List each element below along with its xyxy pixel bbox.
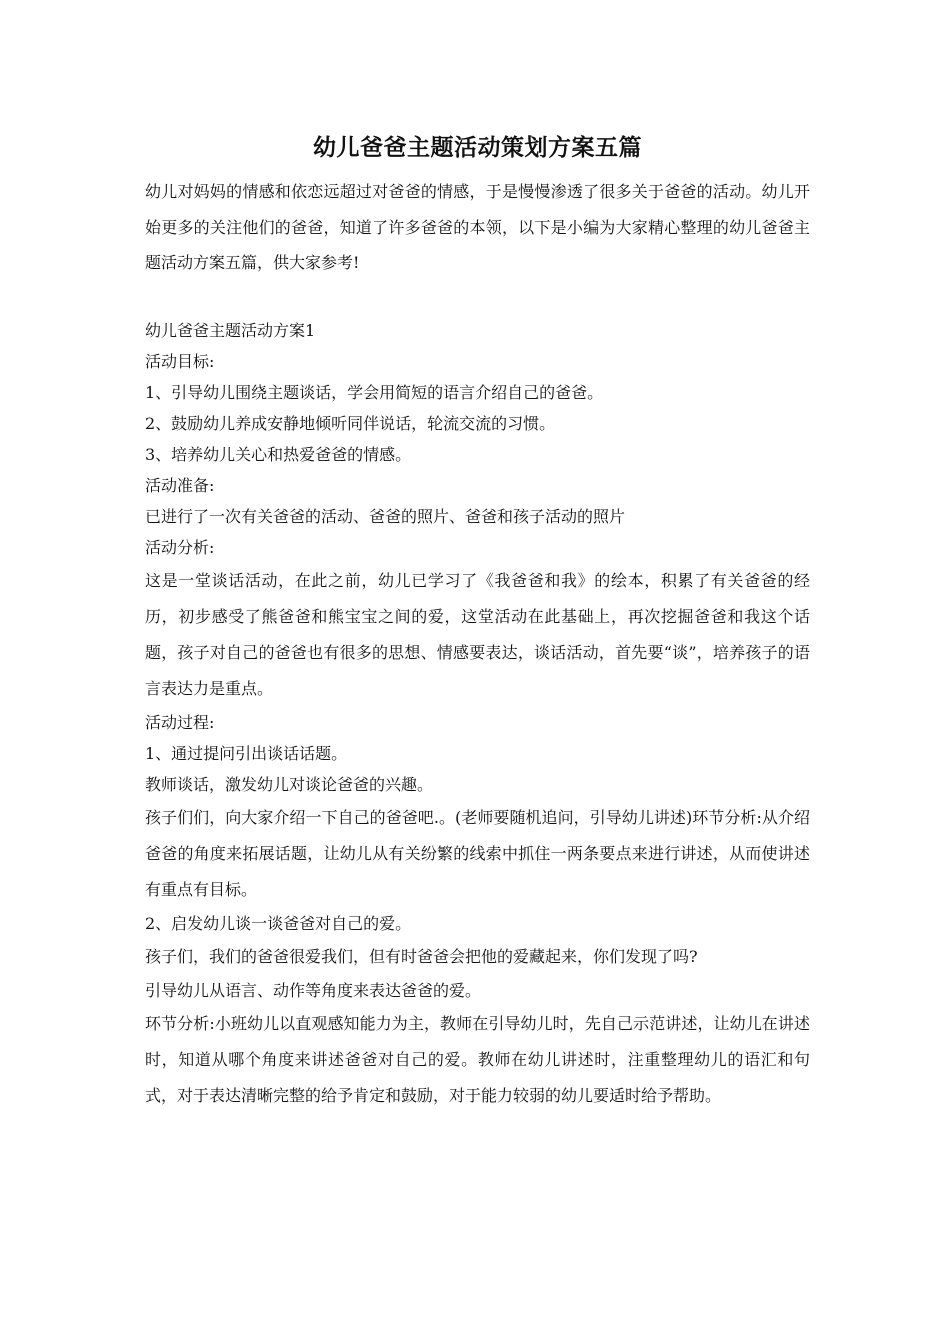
- goal-item-2: 2、鼓励幼儿养成安静地倾听同伴说话，轮流交流的习惯。: [145, 413, 556, 433]
- process-label: 活动过程:: [145, 712, 215, 732]
- goal-label: 活动目标:: [145, 351, 215, 371]
- step-1-paragraph: 孩子们们，向大家介绍一下自己的爸爸吧.。(老师要随机追问，引导幼儿讲述)环节分析:从介绍爸爸的角度来拓展话题，让幼儿从有关纷繁的线索中抓住一两条要点来进行讲述，从而使讲述有重点有目标。: [145, 807, 810, 899]
- step-1-teacher-text: 教师谈话，激发幼儿对谈论爸爸的兴趣。: [145, 774, 434, 794]
- step-2-question: 孩子们，我们的爸爸很爱我们，但有时爸爸会把他的爱藏起来，你们发现了吗?: [145, 946, 698, 966]
- document-page: [145, 128, 810, 1114]
- process-step-1: 1、通过提问引出谈话话题。: [145, 743, 348, 763]
- document-title: 幼儿爸爸主题活动策划方案五篇: [313, 134, 642, 161]
- section-heading: 幼儿爸爸主题活动方案1: [145, 320, 316, 340]
- paragraph-gap: [145, 281, 810, 315]
- analysis-label: 活动分析:: [145, 537, 215, 557]
- prep-label: 活动准备:: [145, 475, 215, 495]
- analysis-paragraph: 这是一堂谈话活动，在此之前，幼儿已学习了《我爸爸和我》的绘本，积累了有关爸爸的经历，初步感受了熊爸爸和熊宝宝之间的爱，这堂活动在此基础上，再次挖掘爸爸和我这个话题，孩子对自己的爸爸也有很多的思想、情感要表达，谈话活动，首先要“谈”，培养孩子的语言表达力是重点。: [145, 570, 810, 698]
- step-2-guide: 引导幼儿从语言、动作等角度来表达爸爸的爱。: [145, 980, 482, 1000]
- intro-paragraph: 幼儿对妈妈的情感和依恋远超过对爸爸的情感，于是慢慢渗透了很多关于爸爸的活动。幼儿开始更多的关注他们的爸爸，知道了许多爸爸的本领，以下是小编为大家精心整理的幼儿爸爸主题活动方案五篇，供大家参考!: [145, 182, 810, 272]
- process-step-2: 2、启发幼儿谈一谈爸爸对自己的爱。: [145, 913, 412, 933]
- step-2-analysis-paragraph: 环节分析:小班幼儿以直观感知能力为主，教师在引导幼儿时，先自己示范讲述，让幼儿在讲述时，知道从哪个角度来讲述爸爸对自己的爱。教师在幼儿讲述时，注重整理幼儿的语汇和句式，对于表达清晰完整的给予肯定和鼓励，对于能力较弱的幼儿要适时给予帮助。: [145, 1013, 810, 1105]
- prep-text: 已进行了一次有关爸爸的活动、爸爸的照片、爸爸和孩子活动的照片: [145, 506, 626, 526]
- goal-item-1: 1、引导幼儿围绕主题谈话，学会用简短的语言介绍自己的爸爸。: [145, 382, 604, 402]
- goal-item-3: 3、培养幼儿关心和热爱爸爸的情感。: [145, 444, 412, 464]
